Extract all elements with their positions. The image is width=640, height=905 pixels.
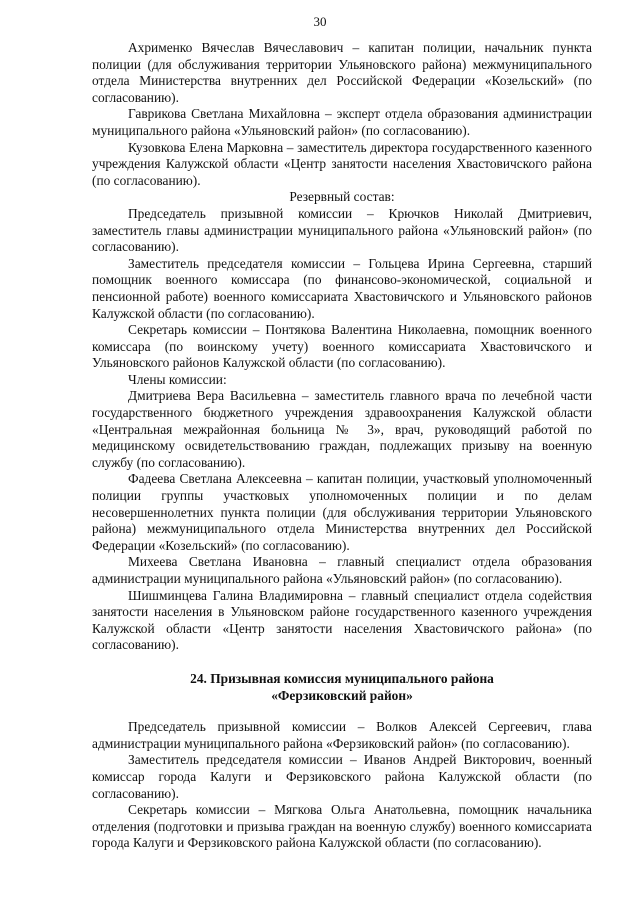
- paragraph-ferzikovo-deputy: Заместитель председателя комиссии – Иванов Андрей Викторович, военный комиссар города Калуги и Ферзиковского района Калужской области (по согласованию).: [92, 752, 592, 801]
- document-body: [92, 40, 592, 852]
- paragraph-kuzovkova: Кузовкова Елена Марковна – заместитель директора государственного казенного учреждения Калужской области «Центр занятости населения Хвастовичского района (по согласованию).: [92, 139, 592, 188]
- paragraph-reserve-chair: Председатель призывной комиссии – Крючков Николай Дмитриевич, заместитель главы администрации муниципального района «Ульяновский район» (по согласованию).: [92, 205, 592, 255]
- paragraph-reserve-deputy: Заместитель председателя комиссии – Гольцева Ирина Сергеевна, старший помощник военного комиссара (по финансово-экономической, социальной и пенсионной работе) военного комиссариата Хвастовичского и Ульяновского районов Калужской области (по согласованию).: [92, 255, 592, 321]
- paragraph-member-dmitrieva: Дмитриева Вера Васильевна – заместитель главного врача по лечебной части государственного бюджетного учреждения здравоохранения Калужской области «Центральная межрайонная больница № 3», врач, руководящий работой по медицинскому освидетельствованию граждан, подлежащих призыву на военную службу (по согласованию).: [92, 388, 592, 470]
- section-heading: [92, 671, 592, 704]
- paragraph-member-mikheeva: Михеева Светлана Ивановна – главный специалист отдела образования администрации муниципального района «Ульяновский район» (по согласованию).: [92, 554, 592, 586]
- section-heading-line-1: 24. Призывная комиссия муниципального района: [190, 670, 494, 686]
- page-number: 30: [313, 14, 327, 29]
- paragraph-ferzikovo-chair: Председатель призывной комиссии – Волков Алексей Сергеевич, глава администрации муниципального района «Ферзиковский район» (по согласованию).: [92, 719, 592, 751]
- paragraph-member-fadeeva: Фадеева Светлана Алексеевна – капитан полиции, участковый уполномоченный полиции группы участковых уполномоченных полиции и по делам несовершеннолетних пункта полиции (для обслуживания территории Ульяновского района) межмуниципального отдела Министерства внутренних дел Российской Федерации «Козельский» (по согласованию).: [92, 471, 592, 553]
- reserve-composition-label: Резервный состав:: [289, 189, 395, 205]
- section-heading-line-2: «Ферзиковский район»: [271, 687, 413, 703]
- paragraph-member-shishmintseva: Шишминцева Галина Владимировна – главный специалист отдела содействия занятости населения в Ульяновском районе государственного казенного учреждения Калужской области «Центр занятости населения Хвастовичского района» (по согласованию).: [92, 587, 592, 653]
- members-label: Члены комиссии:: [128, 371, 227, 387]
- paragraph-ferzikovo-secretary: Секретарь комиссии – Мягкова Ольга Анатольевна, помощник начальника отделения (подготовки и призыва граждан на военную службу) военного комиссариата города Калуги и Ферзиковского района Калужской области (по согласованию).: [92, 802, 592, 851]
- paragraph-akhrimenko: Ахрименко Вячеслав Вячеславович – капитан полиции, начальник пункта полиции (для обслуживания территории Ульяновского района) межмуниципального отдела Министерства внутренних дел Российской Федерации «Козельский» (по согласованию).: [92, 40, 592, 105]
- paragraph-reserve-secretary: Секретарь комиссии – Понтякова Валентина Николаевна, помощник военного комиссара (по воинскому учету) военного комиссариата Хвастовичского и Ульяновского районов Калужской области (по согласованию).: [92, 322, 592, 371]
- paragraph-gavrikova: Гаврикова Светлана Михайловна – эксперт отдела образования администрации муниципального района «Ульяновский район» (по согласованию).: [92, 106, 592, 138]
